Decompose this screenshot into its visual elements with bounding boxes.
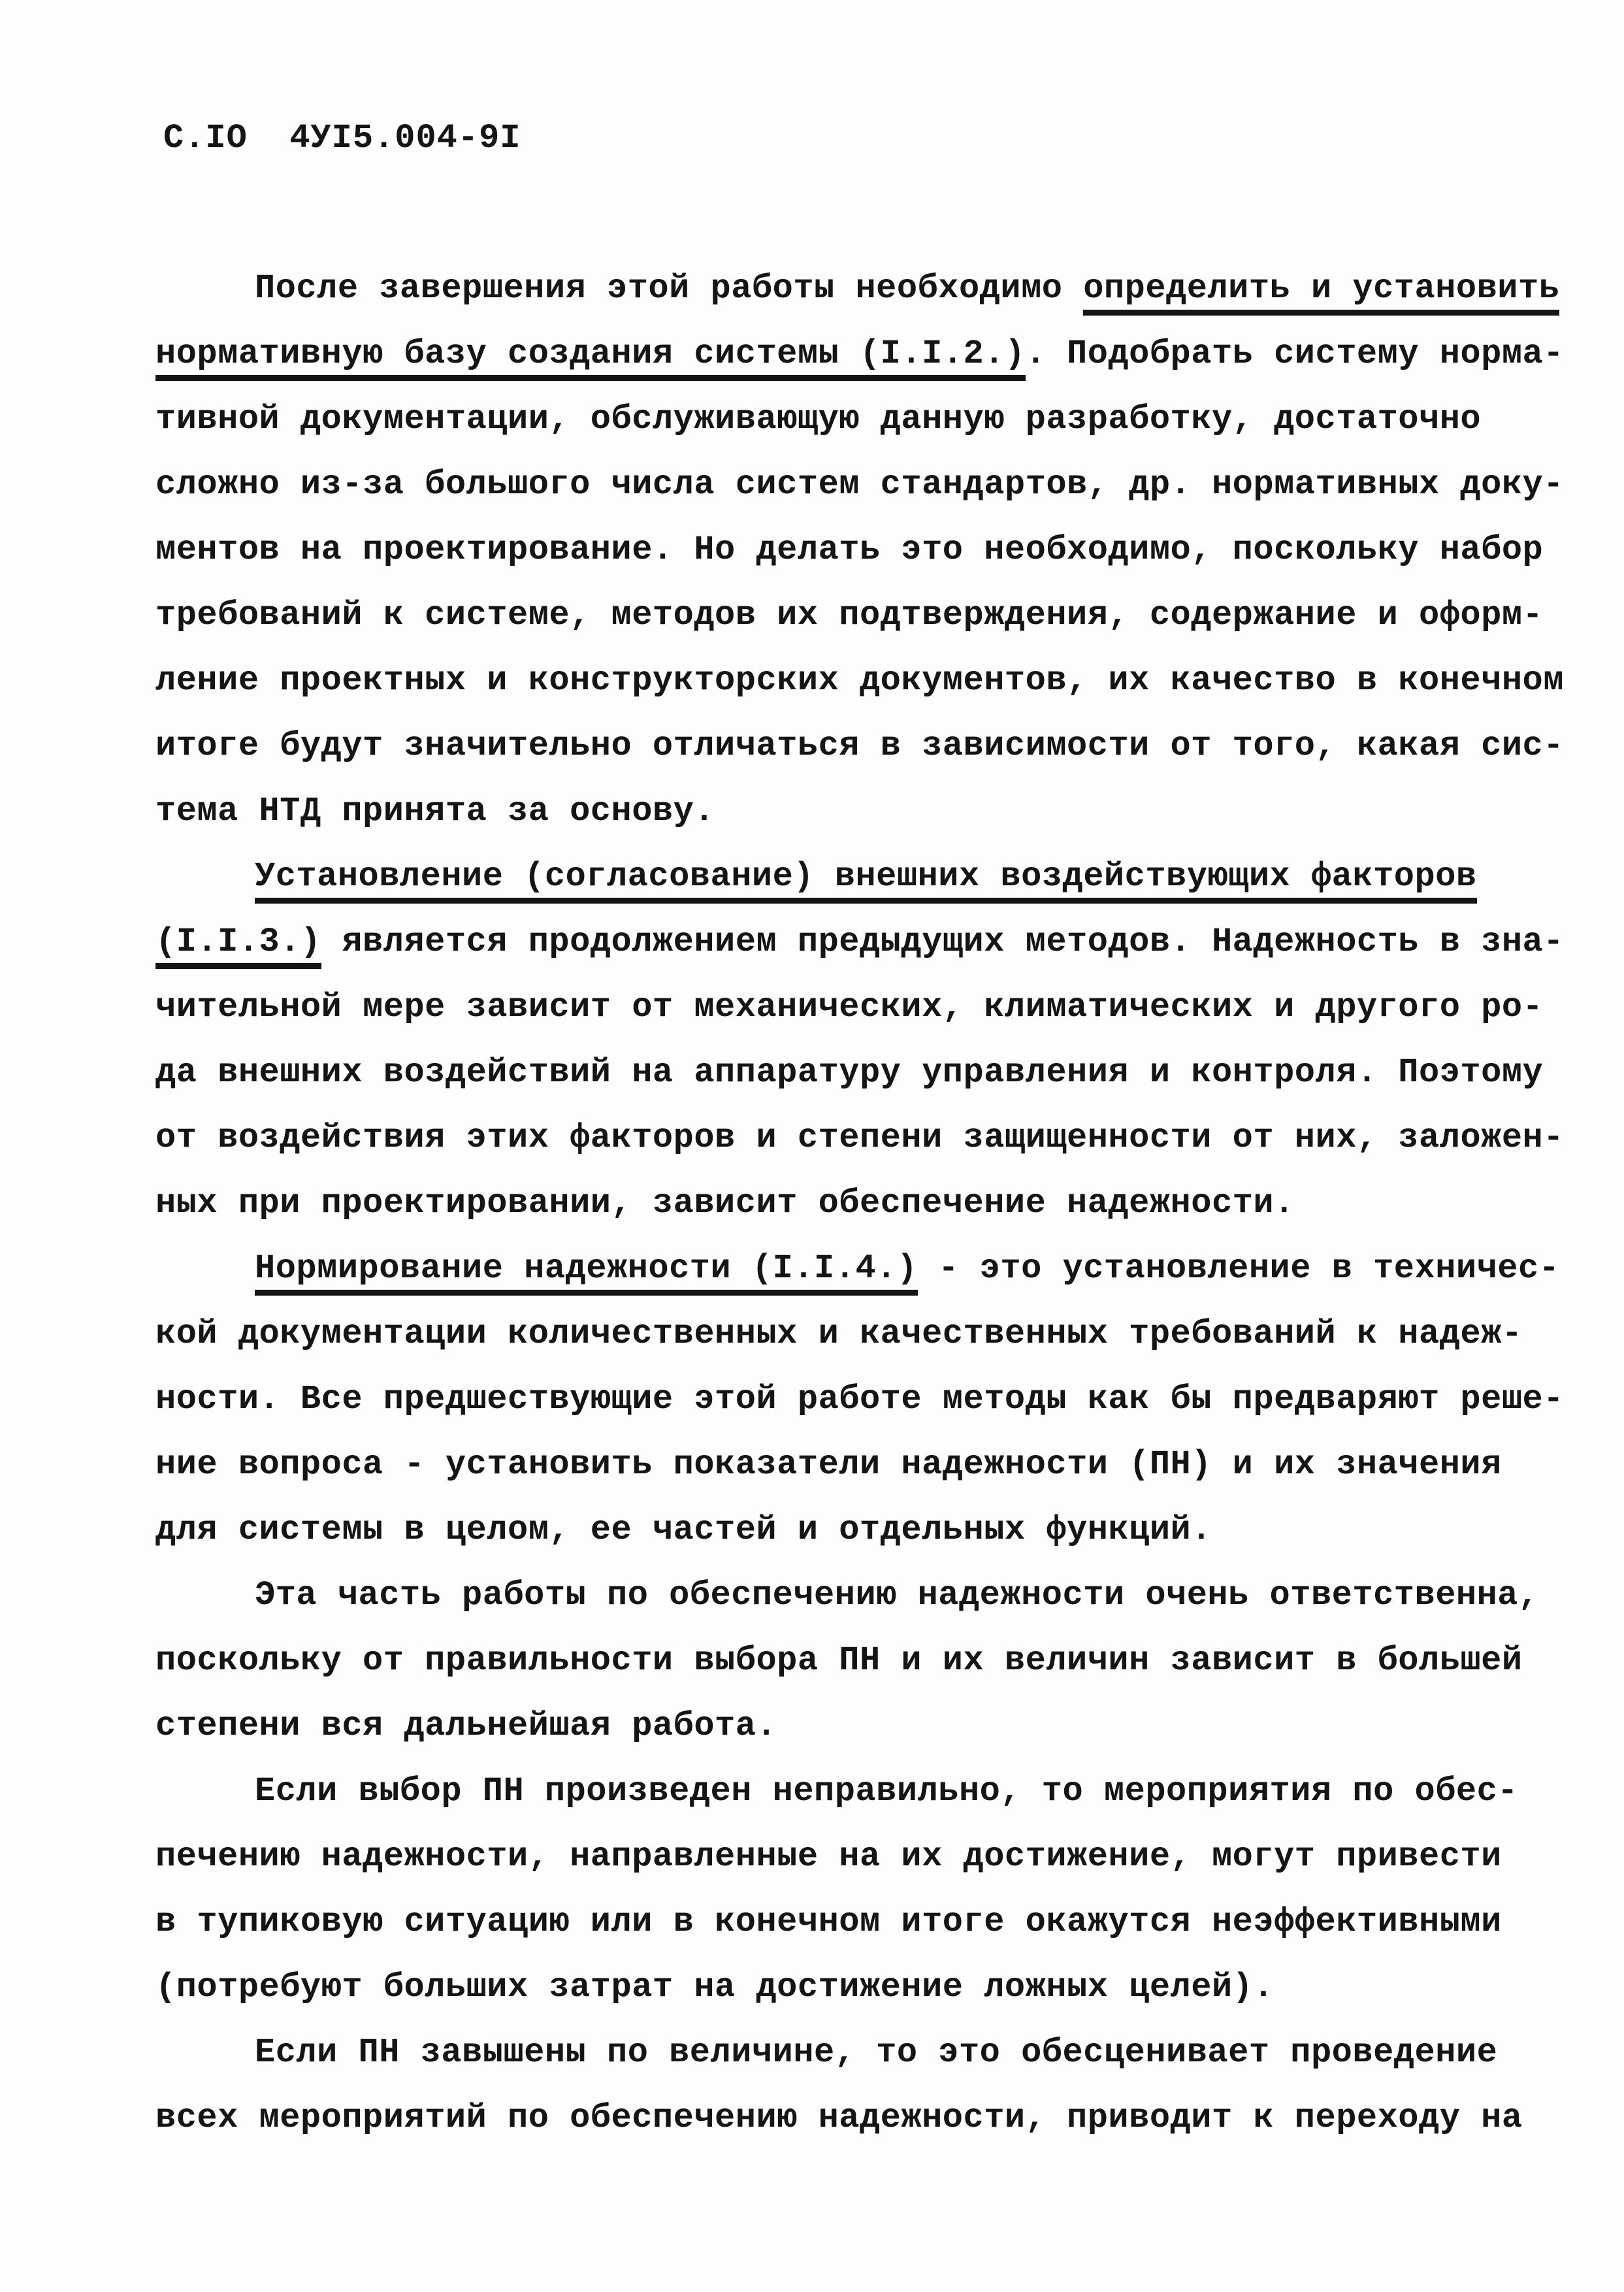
text-segment: итоге будут значительно отличаться в зависимости от того, какая сис-: [155, 727, 1564, 765]
text-line: [155, 1759, 1580, 1824]
text-line: [155, 1105, 1580, 1171]
text-line: [155, 517, 1580, 583]
text-segment: Если ПН завышены по величине, то это обесценивает проведение: [255, 2033, 1498, 2072]
text-line: [155, 1694, 1580, 1759]
text-line: [155, 2086, 1580, 2151]
text-segment: является продолжением предыдущих методов. Надежность в зна-: [321, 923, 1564, 961]
text-line: [155, 1498, 1580, 1563]
text-line: [155, 1171, 1580, 1236]
text-line: [155, 2020, 1580, 2086]
text-line: [155, 387, 1580, 452]
text-line: [155, 975, 1580, 1040]
text-segment: степени вся дальнейшая работа.: [155, 1707, 777, 1745]
text-line: [155, 1236, 1580, 1302]
text-line: [155, 321, 1580, 387]
text-line: [155, 1628, 1580, 1694]
text-line: [155, 1432, 1580, 1498]
text-segment: всех мероприятий по обеспечению надежности, приводит к переходу на: [155, 2099, 1523, 2137]
text-segment: сложно из-за большого числа систем стандартов, др. нормативных доку-: [155, 465, 1564, 504]
underlined-text: определить и установить: [1083, 269, 1559, 316]
document-body: [155, 256, 1580, 2151]
underlined-text: (I.I.3.): [155, 923, 321, 969]
text-line: [155, 1955, 1580, 2020]
text-line: [155, 713, 1580, 779]
underlined-text: Установление (согласование) внешних воздействующих факторов: [255, 857, 1477, 904]
text-segment: ние вопроса - установить показатели надежности (ПН) и их значения: [155, 1445, 1502, 1484]
text-segment: тивной документации, обслуживающую данную разработку, достаточно: [155, 400, 1482, 438]
text-segment: поскольку от правильности выбора ПН и их величин зависит в большей: [155, 1641, 1523, 1680]
text-segment: ление проектных и конструкторских документов, их качество в конечном: [155, 661, 1564, 700]
text-segment: чительной мере зависит от механических, климатических и другого ро-: [155, 988, 1544, 1026]
text-line: [155, 779, 1580, 844]
text-line: [155, 256, 1580, 321]
page-header-code: С.IO 4УI5.004-9I: [163, 119, 521, 157]
text-segment: Если выбор ПН произведен неправильно, то мероприятия по обес-: [255, 1772, 1519, 1810]
text-segment: от воздействия этих факторов и степени защищенности от них, заложен-: [155, 1119, 1564, 1157]
text-line: [155, 1367, 1580, 1432]
text-segment: ных при проектировании, зависит обеспечение надежности.: [155, 1184, 1295, 1222]
text-line: [155, 1302, 1580, 1367]
text-segment: Эта часть работы по обеспечению надежности очень ответственна,: [255, 1576, 1539, 1614]
text-line: [155, 1890, 1580, 1955]
text-line: [155, 1563, 1580, 1628]
text-line: [155, 844, 1580, 909]
text-line: [155, 1824, 1580, 1890]
text-segment: ментов на проектирование. Но делать это необходимо, поскольку набор: [155, 531, 1544, 569]
underlined-text: нормативную базу создания системы (I.I.2.): [155, 335, 1026, 381]
text-segment: - это установление в техничес-: [917, 1249, 1560, 1288]
text-segment: кой документации количественных и качественных требований к надеж-: [155, 1315, 1523, 1353]
text-segment: печению надежности, направленные на их достижение, могут привести: [155, 1837, 1502, 1876]
text-segment: да внешних воздействий на аппаратуру управления и контроля. Поэтому: [155, 1053, 1544, 1092]
underlined-text: Нормирование надежности (I.I.4.): [255, 1249, 918, 1296]
text-line: [155, 583, 1580, 648]
text-segment: требований к системе, методов их подтверждения, содержание и оформ-: [155, 596, 1544, 634]
text-segment: тема НТД принята за основу.: [155, 792, 715, 830]
text-line: [155, 909, 1580, 975]
text-line: [155, 648, 1580, 713]
text-segment: в тупиковую ситуацию или в конечном итоге окажутся неэффективными: [155, 1903, 1502, 1941]
text-segment: После завершения этой работы необходимо: [255, 269, 1084, 308]
text-segment: . Подобрать систему норма-: [1025, 335, 1564, 373]
text-segment: (потребуют больших затрат на достижение ложных целей).: [155, 1968, 1275, 2006]
text-line: [155, 1040, 1580, 1105]
text-segment: для системы в целом, ее частей и отдельных функций.: [155, 1511, 1212, 1549]
text-line: [155, 452, 1580, 517]
text-segment: ности. Все предшествующие этой работе методы как бы предваряют реше-: [155, 1380, 1564, 1418]
